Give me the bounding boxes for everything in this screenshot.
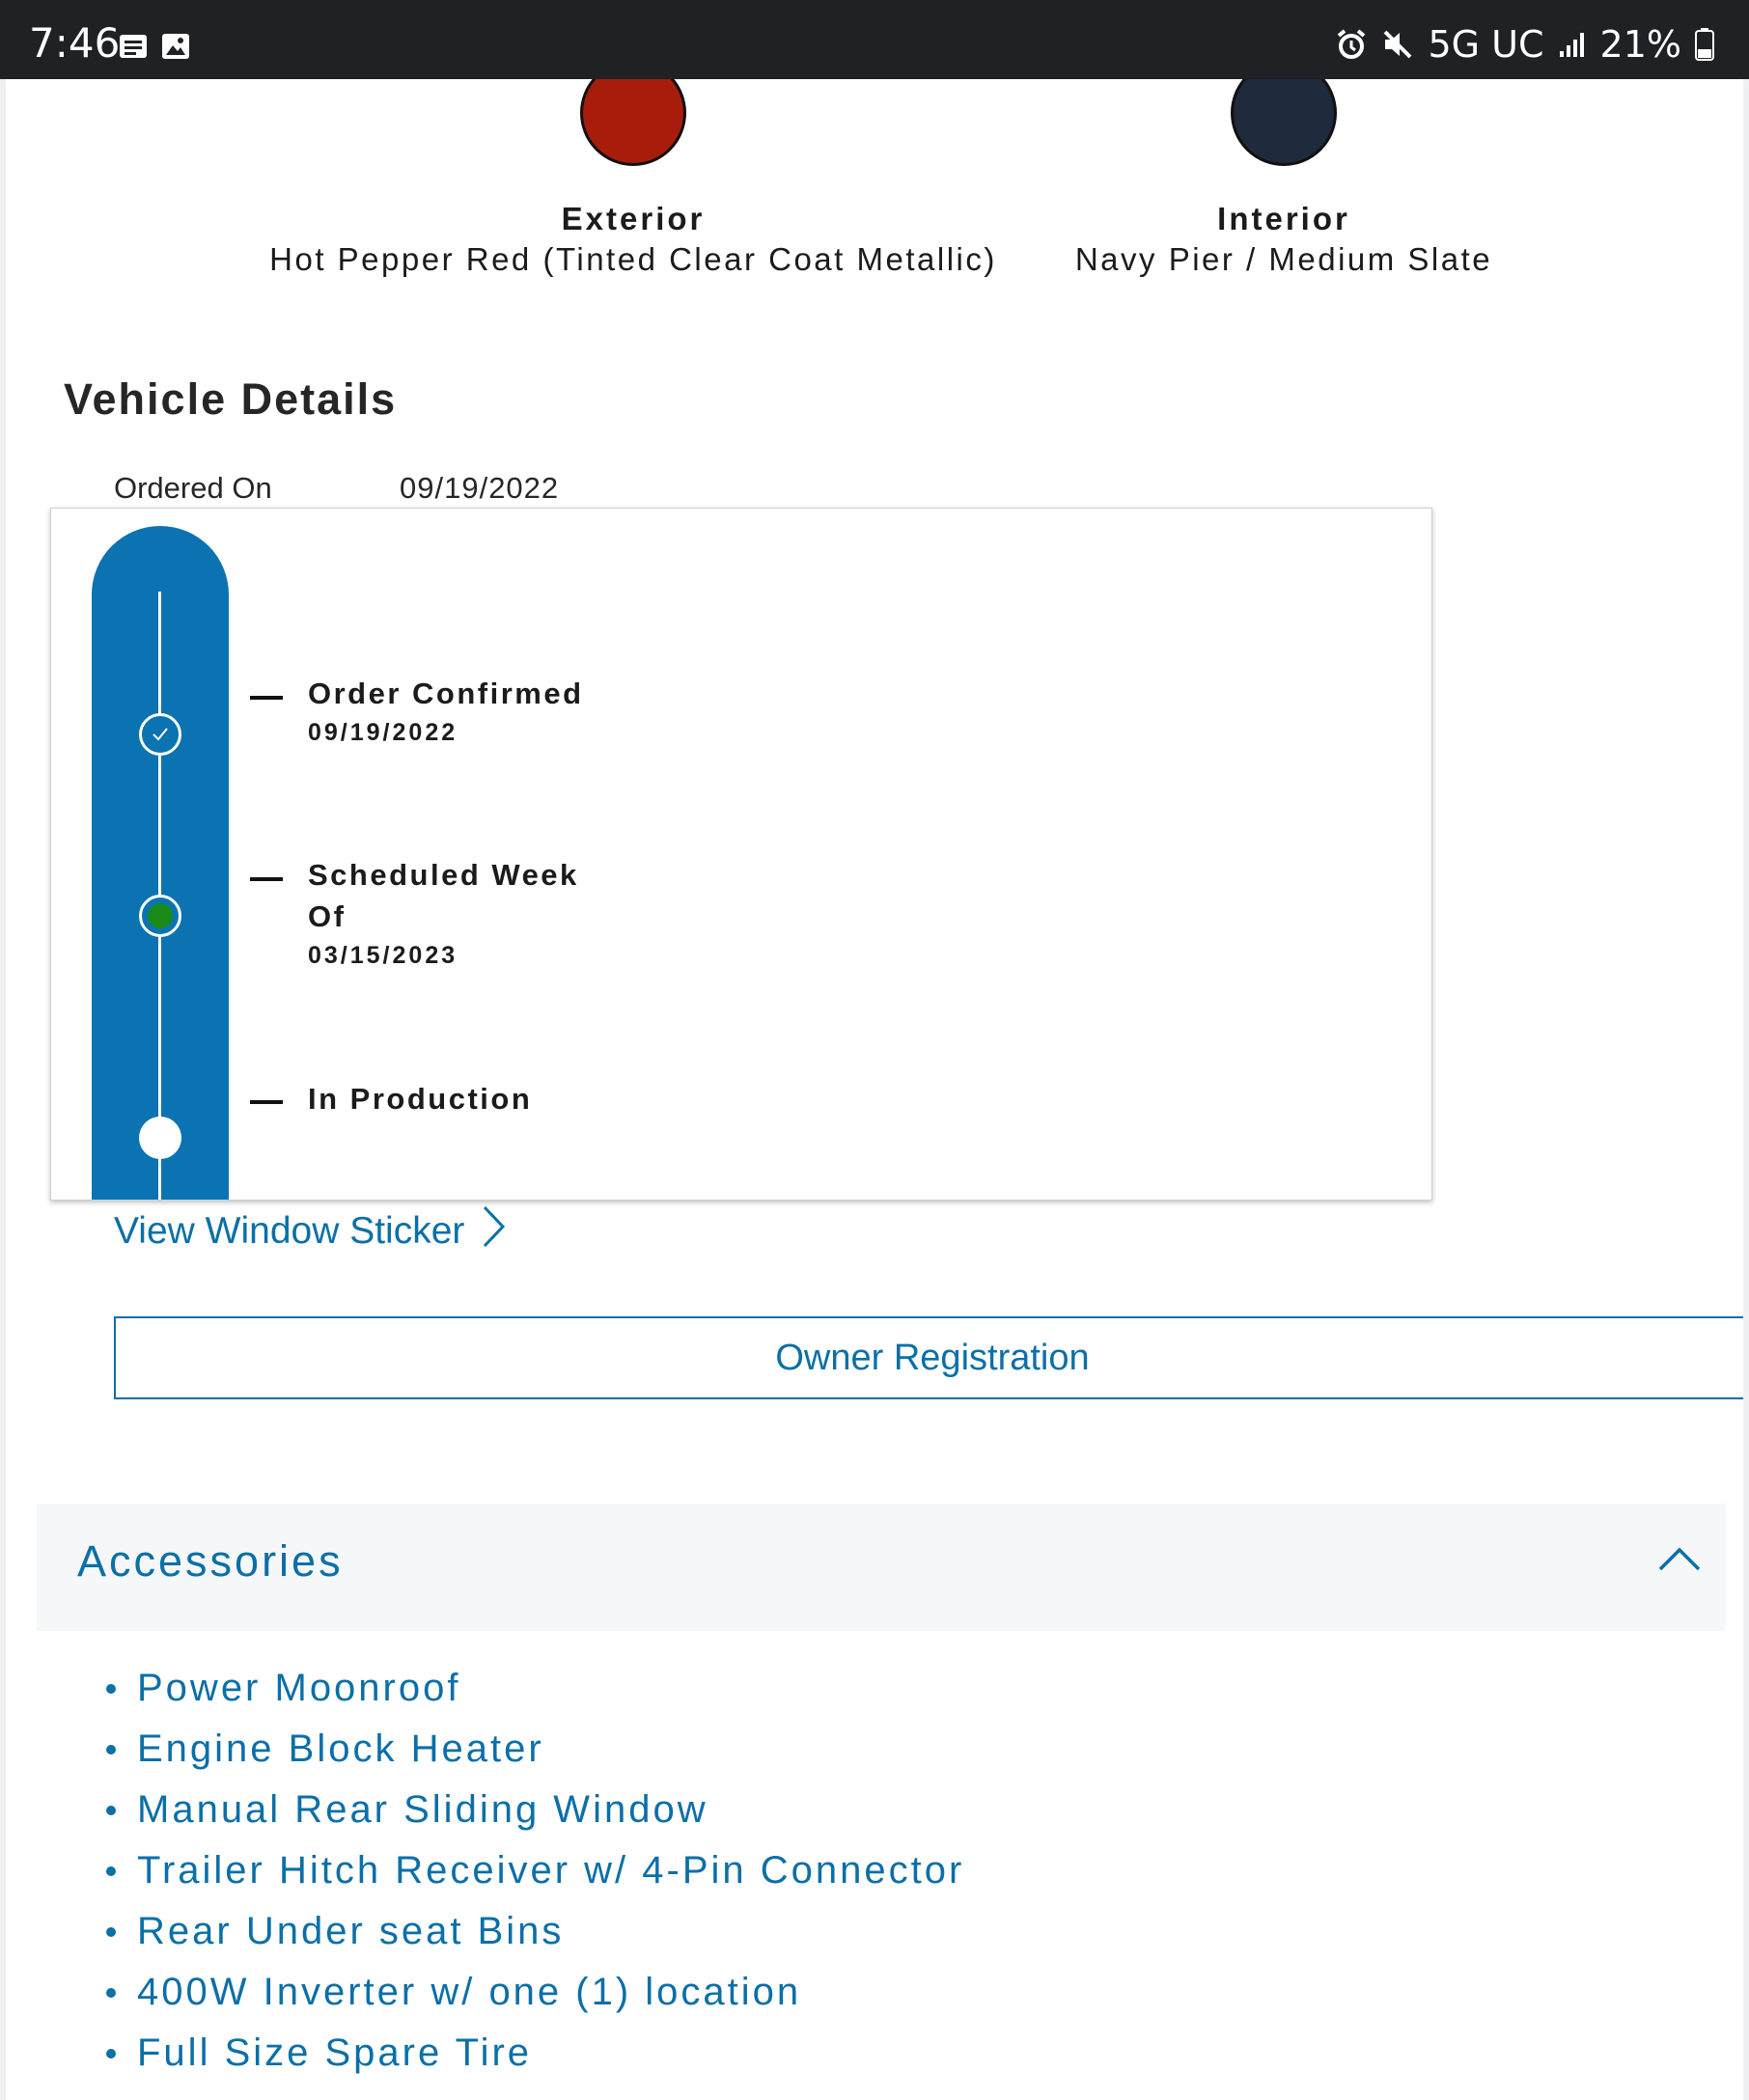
accessories-accordion-header[interactable]	[37, 1504, 1726, 1631]
battery-icon	[1695, 28, 1714, 61]
gallery-icon	[160, 31, 191, 62]
list-item: Power Moonroof	[106, 1658, 964, 1719]
step-order-confirmed-date: 09/19/2022	[308, 719, 458, 746]
step-connector	[250, 696, 283, 700]
step-connector	[250, 877, 283, 881]
interior-label: Interior	[1217, 201, 1350, 236]
list-item: Engine Block Heater	[106, 1719, 964, 1780]
step-scheduled-date: 03/15/2023	[308, 942, 458, 969]
mute-icon	[1381, 28, 1414, 61]
bullet-icon	[106, 1988, 116, 1998]
clock: 7:46	[29, 19, 121, 67]
step-current-indicator-icon	[139, 895, 181, 937]
list-item: Full Size Spare Tire	[106, 2023, 964, 2084]
accessories-title: Accessories	[77, 1536, 344, 1586]
interior-color-swatch	[1231, 79, 1337, 166]
ordered-on-value: 09/19/2022	[400, 471, 560, 505]
owner-registration-button[interactable]: Owner Registration	[114, 1316, 1749, 1399]
order-timeline	[50, 508, 1432, 1201]
signal-icon	[1558, 30, 1587, 59]
bullet-icon	[106, 1927, 116, 1937]
chevron-right-icon	[482, 1204, 507, 1258]
accessories-list	[106, 1658, 964, 2084]
step-complete-check-icon	[139, 713, 181, 756]
bullet-icon	[106, 1866, 116, 1876]
vehicle-details-title: Vehicle Details	[64, 374, 398, 424]
exterior-value: Hot Pepper Red (Tinted Clear Coat Metallic)	[269, 241, 997, 277]
bullet-icon	[106, 1806, 116, 1815]
step-connector	[250, 1100, 283, 1104]
status-bar	[0, 0, 1749, 79]
exterior-color-swatch	[580, 79, 686, 166]
step-order-confirmed-title: Order Confirmed	[308, 677, 584, 710]
view-window-sticker-link[interactable]	[114, 1204, 507, 1258]
network-label: 5G UC	[1428, 23, 1544, 66]
list-item: Rear Under seat Bins	[106, 1901, 964, 1962]
bullet-icon	[106, 1745, 116, 1755]
step-upcoming-indicator-icon	[139, 1117, 181, 1159]
alarm-icon	[1335, 28, 1368, 61]
exterior-label: Exterior	[561, 201, 706, 236]
chevron-up-icon[interactable]	[1656, 1542, 1703, 1580]
bullet-icon	[106, 2049, 116, 2059]
ordered-on-label: Ordered On	[114, 471, 272, 505]
timeline-track	[92, 526, 229, 1201]
notes-icon	[118, 31, 149, 62]
step-in-production-title: In Production	[308, 1082, 533, 1116]
bullet-icon	[106, 1684, 116, 1694]
view-window-sticker-label: View Window Sticker	[114, 1210, 465, 1252]
interior-value: Navy Pier / Medium Slate	[1074, 241, 1493, 277]
list-item: Trailer Hitch Receiver w/ 4-Pin Connector	[106, 1840, 964, 1901]
step-scheduled-title: Scheduled Week Of	[308, 858, 579, 933]
list-item: Manual Rear Sliding Window	[106, 1780, 964, 1840]
battery-label: 21%	[1599, 23, 1681, 66]
list-item: 400W Inverter w/ one (1) location	[106, 1962, 964, 2023]
page-content	[0, 79, 1749, 2100]
